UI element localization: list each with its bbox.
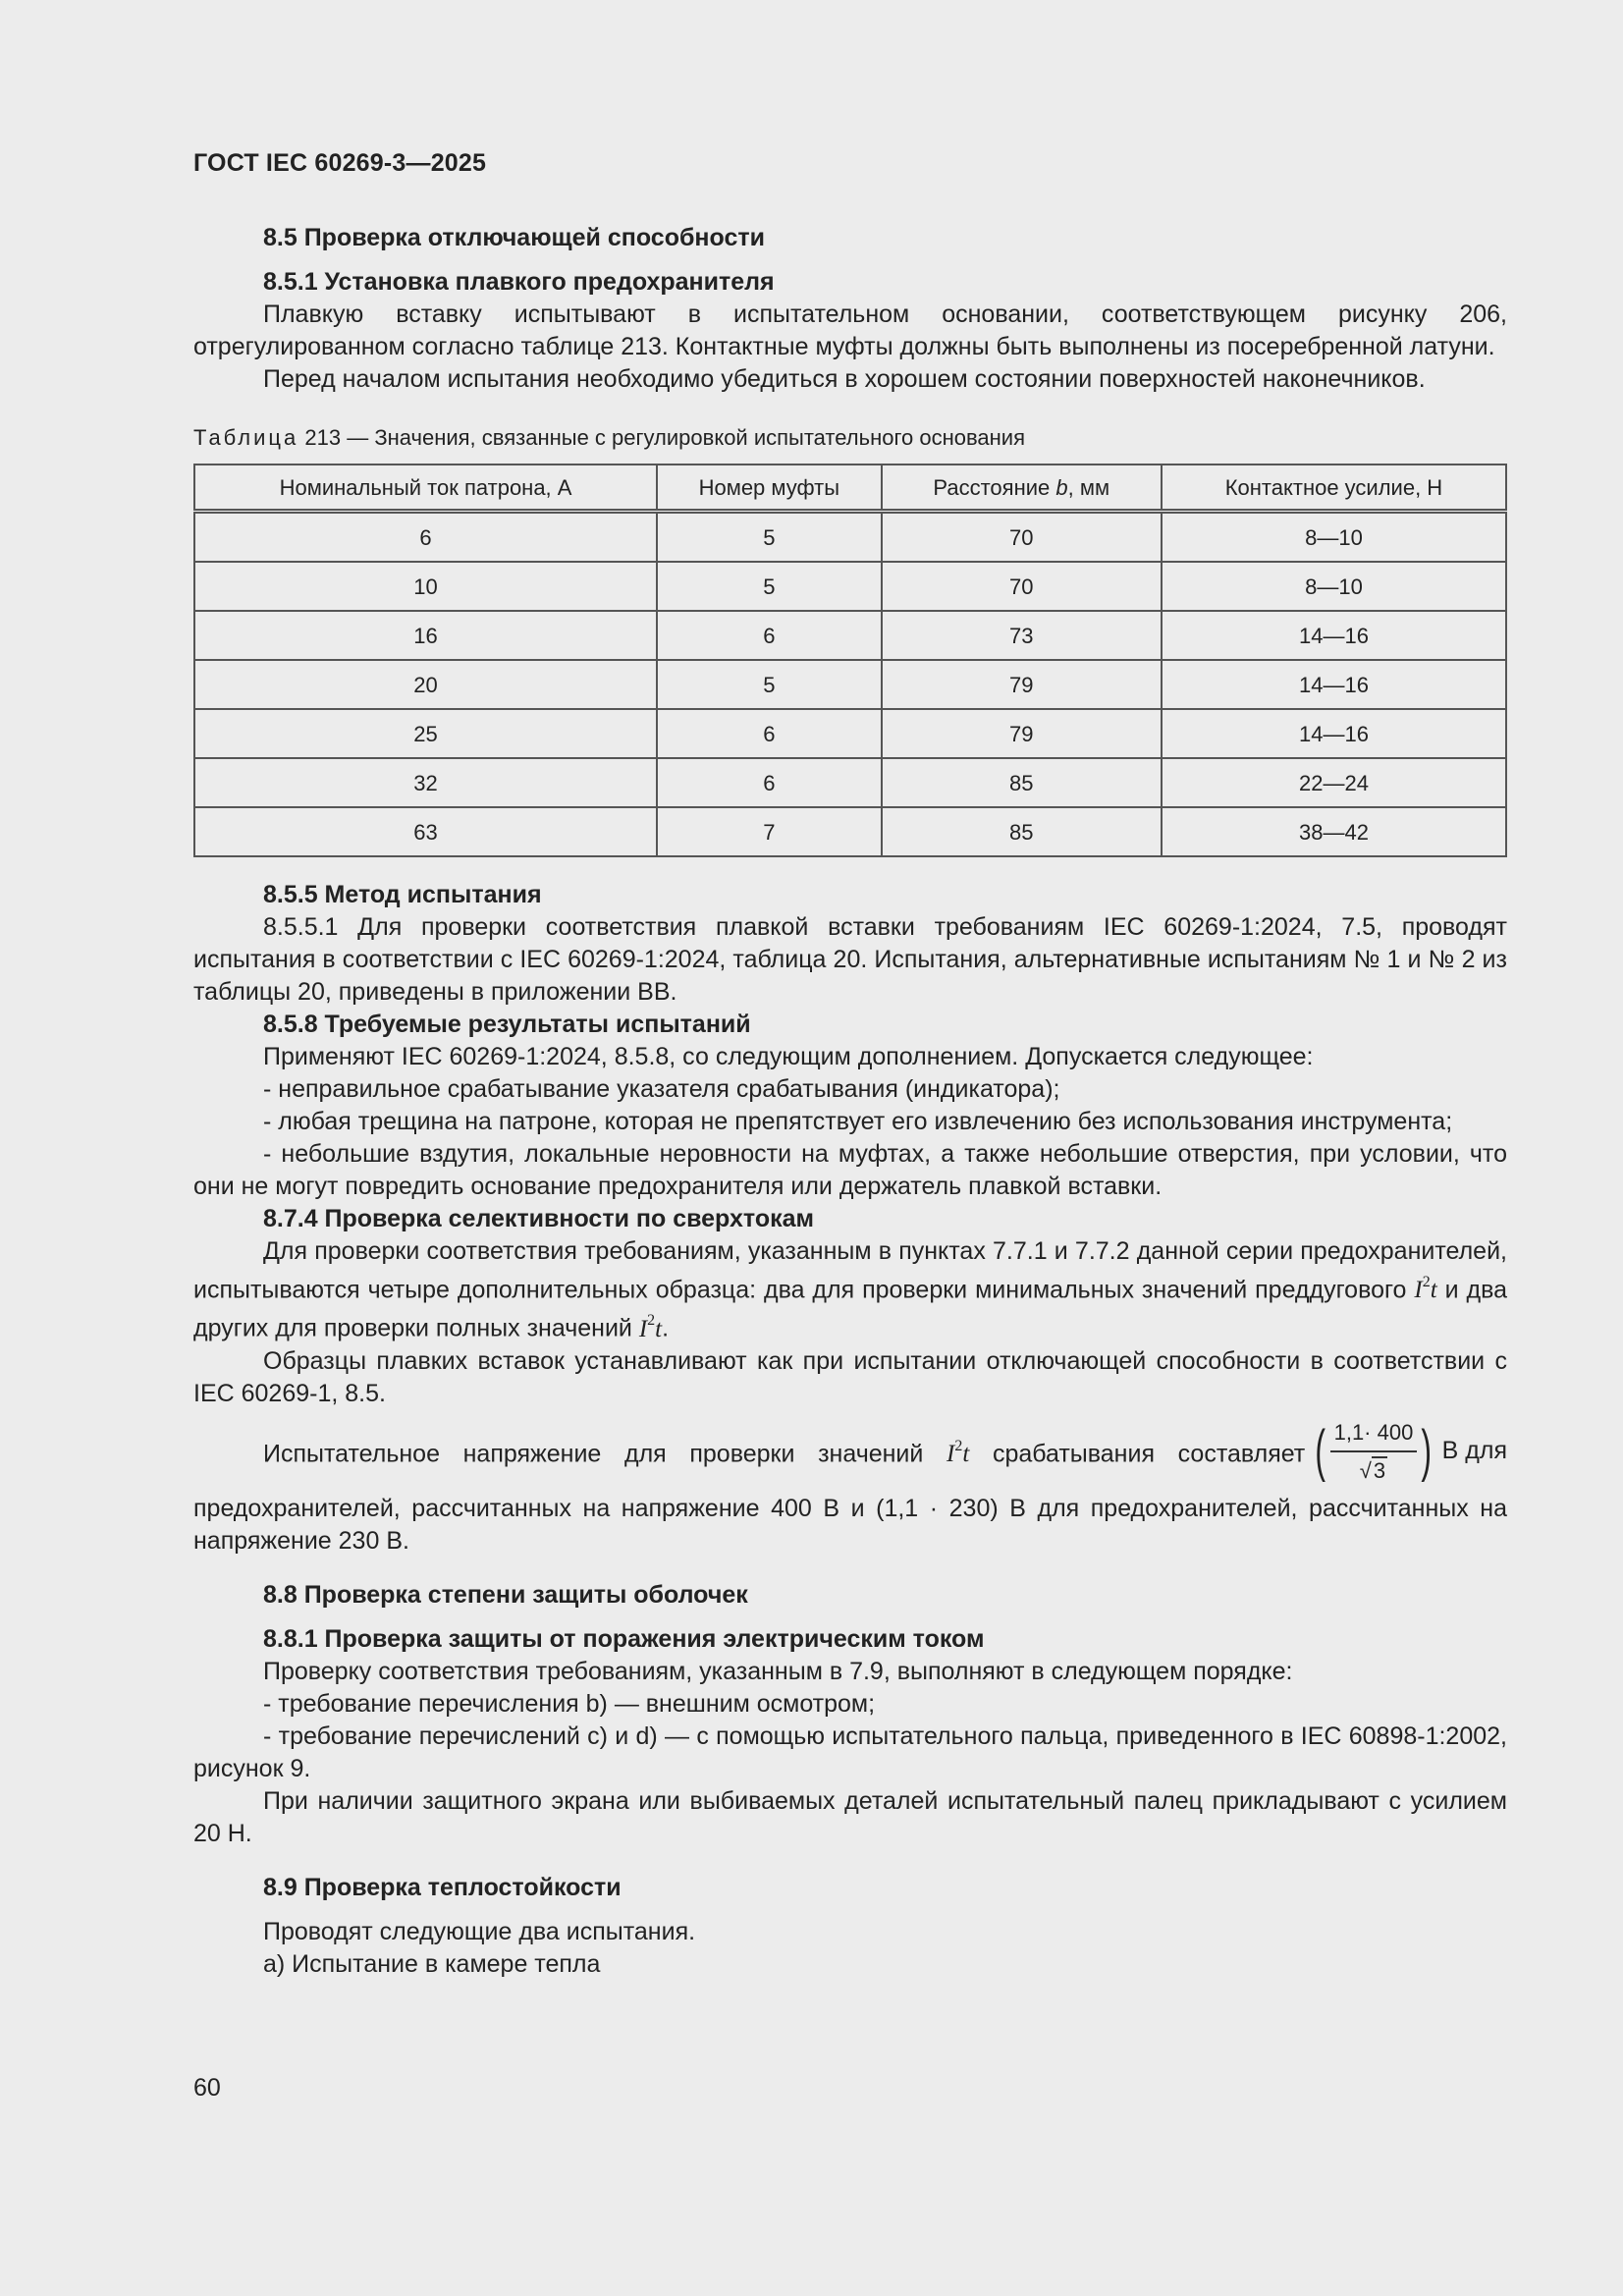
column-header: Расстояние b, мм	[882, 465, 1162, 512]
table-cell: 7	[657, 807, 882, 856]
column-header: Номинальный ток патрона, А	[194, 465, 657, 512]
table-row	[194, 660, 1506, 709]
table-cell: 5	[657, 512, 882, 563]
paragraph: Проверку соответствия требованиям, указанным в 7.9, выполняют в следующем порядке:	[263, 1657, 1293, 1685]
table-cell: 79	[882, 709, 1162, 758]
table-cell: 8—10	[1162, 562, 1506, 611]
i2t-symbol: $I^2t$	[638, 1312, 663, 1342]
section-heading-8-8: 8.8 Проверка степени защиты оболочек	[263, 1580, 748, 1609]
table-cell: 10	[194, 562, 657, 611]
table-row	[194, 611, 1506, 660]
table-cell: 70	[882, 512, 1162, 563]
table-cell: 32	[194, 758, 657, 807]
list-item: - небольшие вздутия, локальные неровности на муфтах, а также небольшие отверстия, при условии, что они не могут повредить основание предохранителя или держатель плавкой вставки.	[193, 1140, 1507, 1200]
table-cell: 70	[882, 562, 1162, 611]
section-heading-8-9: 8.9 Проверка теплостойкости	[263, 1873, 622, 1901]
formula-line: Испытательное напряжение для проверки значений $I^2t$ срабатывания составляет ( $\frac{1,1\cdot 400}{√3}$ ) В для	[193, 1410, 1507, 1493]
paragraph: Плавкую вставку испытывают в испытательном основании, соответствующем рисунку 206, отрегулированном согласно таблице 213. Контактные муфты должны быть выполнены из посеребренной латуни.	[193, 301, 1507, 360]
table-row	[194, 512, 1506, 563]
table-cell: 8—10	[1162, 512, 1506, 563]
section-heading-8-5-8: 8.5.8 Требуемые результаты испытаний	[263, 1011, 751, 1038]
section-heading-8-5-1: 8.5.1 Установка плавкого предохранителя	[263, 268, 775, 296]
table-cell: 6	[657, 611, 882, 660]
list-item: - требование перечисления b) — внешним осмотром;	[263, 1689, 876, 1718]
table-caption-text: 213 — Значения, связанные с регулировкой испытательного основания	[304, 425, 1025, 450]
table-cell: 38—42	[1162, 807, 1506, 856]
table-cell: 73	[882, 611, 1162, 660]
list-item: - любая трещина на патроне, которая не препятствует его извлечению без использования инструмента;	[263, 1108, 1453, 1135]
column-header: Контактное усилие, Н	[1162, 465, 1506, 512]
table-caption-label: Таблица	[193, 425, 299, 450]
table-row	[194, 807, 1506, 856]
section-heading-8-7-4: 8.7.4 Проверка селективности по сверхтокам	[263, 1205, 814, 1232]
table-cell: 25	[194, 709, 657, 758]
table-cell: 14—16	[1162, 709, 1506, 758]
list-item: а) Испытание в камере тепла	[263, 1949, 601, 1978]
table-row	[194, 562, 1506, 611]
table-body	[194, 512, 1506, 857]
table-cell: 16	[194, 611, 657, 660]
page-content	[193, 222, 1507, 1981]
table-cell: 6	[657, 709, 882, 758]
section-heading-8-8-1: 8.8.1 Проверка защиты от поражения электрическим током	[263, 1624, 985, 1653]
section-heading-8-5-5: 8.5.5 Метод испытания	[263, 881, 542, 908]
i2t-symbol: $I^2t$	[947, 1437, 970, 1468]
table-cell: 6	[657, 758, 882, 807]
paragraph-continuation: предохранителей, рассчитанных на напряжение 400 В и (1,1 · 230) В для предохранителей, рассчитанных на напряжение 230 В.	[193, 1494, 1507, 1555]
document-title: ГОСТ IEC 60269-3—2025	[193, 149, 487, 177]
table-cell: 63	[194, 807, 657, 856]
table-cell: 5	[657, 660, 882, 709]
table-cell: 85	[882, 807, 1162, 856]
i2t-symbol: $I^2t$	[1414, 1274, 1437, 1304]
page-number: 60	[193, 2074, 221, 2102]
section-heading-8-5: 8.5 Проверка отключающей способности	[263, 224, 765, 251]
column-header: Номер муфты	[657, 465, 882, 512]
table-cell: 22—24	[1162, 758, 1506, 807]
table-cell: 14—16	[1162, 660, 1506, 709]
table-cell: 6	[194, 512, 657, 563]
paragraph: При наличии защитного экрана или выбиваемых деталей испытательный палец прикладывают с усилием 20 Н.	[193, 1786, 1507, 1847]
formula-numerator: 1,1· 400	[1330, 1416, 1418, 1452]
table-cell: 14—16	[1162, 611, 1506, 660]
paragraph: Проводят следующие два испытания.	[263, 1917, 696, 1945]
table-cell: 79	[882, 660, 1162, 709]
paragraph: Применяют IEC 60269-1:2024, 8.5.8, со следующим дополнением. Допускается следующее:	[263, 1043, 1314, 1070]
table-cell: 20	[194, 660, 657, 709]
table-cell: 85	[882, 758, 1162, 807]
list-item: - неправильное срабатывание указателя срабатывания (индикатора);	[263, 1075, 1060, 1103]
table-row	[194, 758, 1506, 807]
list-item: - требование перечислений c) и d) — с помощью испытательного пальца, приведенного в IEC 60898-1:2002, рисунок 9.	[193, 1722, 1507, 1782]
data-table	[193, 464, 1507, 857]
paragraph: Для проверки соответствия требованиям, указанным в пунктах 7.7.1 и 7.7.2 данной серии предохранителей, испытываются четыре дополнительных образца: два для проверки минимальных значений преддугового $I^2t$ и два других для проверки полных значений $I^2t$.	[193, 1237, 1507, 1342]
table-cell: 5	[657, 562, 882, 611]
formula-denominator: √3	[1359, 1457, 1386, 1483]
table-row	[194, 709, 1506, 758]
table-header-row	[194, 465, 1506, 512]
voltage-formula: ( $\frac{1,1\cdot 400}{√3}$ )	[1311, 1416, 1435, 1487]
paragraph: 8.5.5.1 Для проверки соответствия плавкой вставки требованиям IEC 60269-1:2024, 7.5, проводят испытания в соответствии с IEC 60269-1:2024, таблица 20. Испытания, альтернативные испытаниям № 1 и № 2 из таблицы 20, приведены в приложении ВВ.	[193, 913, 1507, 1006]
paragraph: Перед началом испытания необходимо убедиться в хорошем состоянии поверхностей наконечников.	[263, 365, 1426, 393]
table-caption	[193, 421, 1507, 454]
paragraph: Образцы плавких вставок устанавливают как при испытании отключающей способности в соответствии с IEC 60269-1, 8.5.	[193, 1346, 1507, 1407]
